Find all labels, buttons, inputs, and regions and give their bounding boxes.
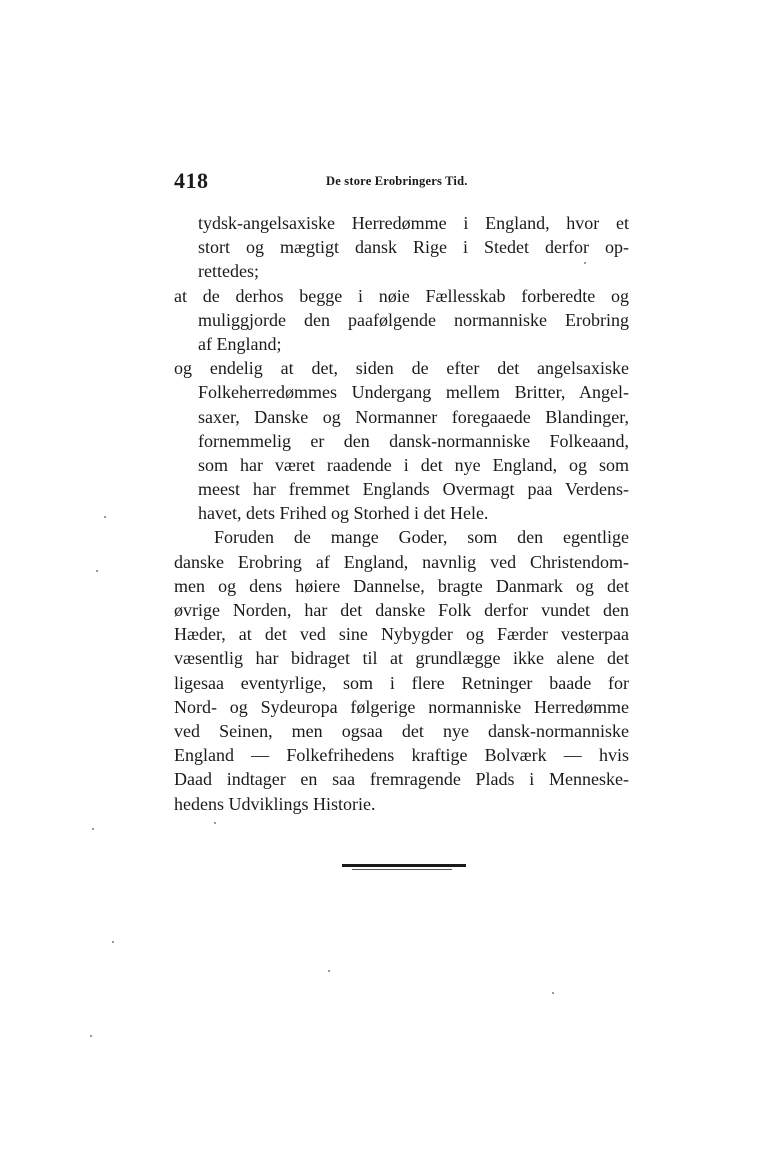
text-line: væsentlig har bidraget til at grundlægge ikke alene det bbox=[174, 648, 629, 669]
text-line: stort og mægtigt dansk Rige i Stedet derfor op- bbox=[198, 237, 629, 258]
running-head: De store Erobringers Tid. bbox=[326, 174, 468, 188]
text-line: og endelig at det, siden de efter det angelsaxiske bbox=[174, 358, 629, 379]
text-line: tydsk-angelsaxiske Herredømme i England, hvor et bbox=[198, 213, 629, 233]
paper-speck bbox=[92, 828, 94, 830]
paper-speck bbox=[104, 516, 106, 518]
text-line: øvrige Norden, har det danske Folk derfor vundet den bbox=[174, 600, 629, 620]
text-line: Hæder, at det ved sine Nybygder og Færder vesterpaa bbox=[174, 624, 629, 645]
text-line: saxer, Danske og Normanner foregaaede Blandinger, bbox=[198, 406, 629, 427]
text-line: havet, dets Frihed og Storhed i det Hele. bbox=[198, 503, 489, 524]
text-line: danske Erobring af England, navnlig ved Christendom- bbox=[174, 551, 629, 572]
text-line: Foruden de mange Goder, som den egentlige bbox=[214, 527, 629, 548]
text-line: rettedes; bbox=[198, 261, 259, 282]
text-line: at de derhos begge i nøie Fællesskab forberedte og bbox=[174, 285, 629, 306]
text-line: af England; bbox=[198, 333, 282, 354]
text-line: ved Seinen, men ogsaa det nye dansk-normanniske bbox=[174, 720, 629, 741]
paper-speck bbox=[96, 570, 98, 572]
body-text bbox=[174, 211, 629, 816]
page-number: 418 bbox=[174, 168, 209, 193]
text-line: muliggjorde den paafølgende normanniske Erobring bbox=[198, 309, 629, 330]
text-line: som har været raadende i det nye England, og som bbox=[198, 454, 629, 475]
paper-speck bbox=[90, 1035, 92, 1037]
text-line: meest har fremmet Englands Overmagt paa Verdens- bbox=[198, 479, 629, 500]
paper-speck bbox=[112, 941, 114, 943]
text-line: Nord- og Sydeuropa følgerige normanniske Herredømme bbox=[174, 696, 629, 717]
text-line: men og dens høiere Dannelse, bragte Danmark og det bbox=[174, 575, 629, 596]
paper-speck bbox=[584, 262, 586, 264]
page-header bbox=[174, 168, 629, 194]
paper-speck bbox=[328, 970, 330, 972]
text-line: ligesaa eventyrlige, som i flere Retninger baade for bbox=[174, 672, 629, 693]
text-line: Folkeherredømmes Undergang mellem Britter, Angel- bbox=[198, 382, 629, 403]
text-line: hedens Udviklings Historie. bbox=[174, 793, 376, 814]
paper-speck bbox=[552, 992, 554, 994]
text-line: fornemmelig er den dansk-normanniske Folkeaand, bbox=[198, 430, 629, 451]
text-line: England — Folkefrihedens kraftige Bolværk — hvis bbox=[174, 745, 629, 766]
section-end-rule bbox=[342, 864, 466, 867]
text-line: Daad indtager en saa fremragende Plads i Menneske- bbox=[174, 769, 629, 790]
section-end-rule-thin bbox=[352, 869, 452, 870]
paper-speck bbox=[214, 822, 216, 824]
